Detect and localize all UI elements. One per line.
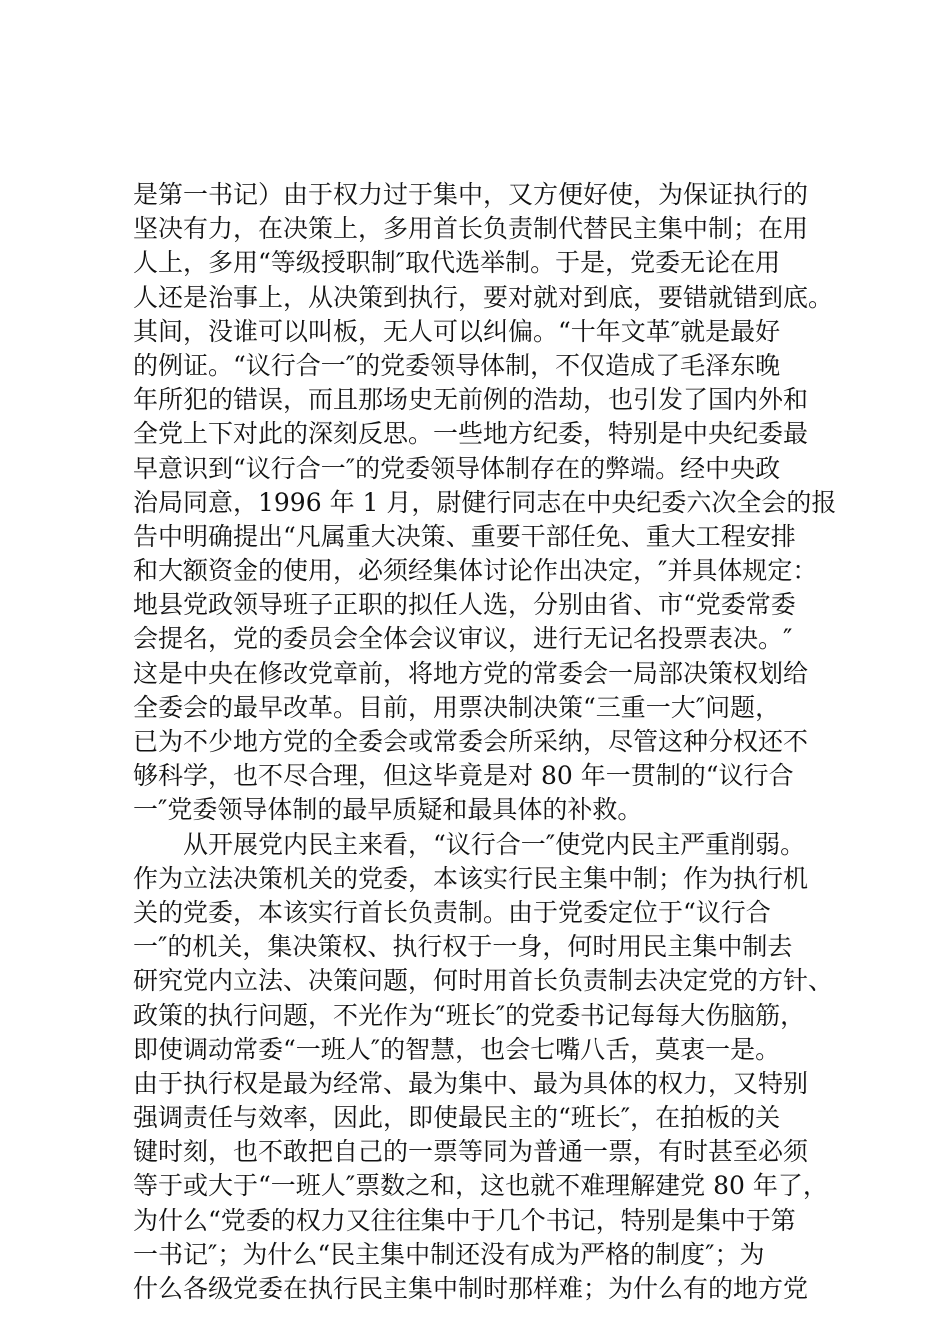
text-line: 为什么“党委的权力又往往集中于几个书记，特别是集中于第 bbox=[133, 1205, 796, 1235]
text-line: 够科学，也不尽合理，但这毕竟是对 80 年一贯制的“议行合 bbox=[133, 761, 794, 791]
text-line: 人还是治事上，从决策到执行，要对就对到底，要错就错到底。 bbox=[133, 282, 834, 312]
paragraph-2 bbox=[133, 828, 833, 1307]
paragraph-1 bbox=[133, 178, 837, 828]
text-line: 全党上下对此的深刻反思。一些地方纪委，特别是中央纪委最 bbox=[133, 419, 809, 449]
text-line: 即使调动常委“一班人″的智慧，也会七嘴八舌，莫衷一是。 bbox=[133, 1034, 781, 1064]
text-line: 由于执行权是最为经常、最为集中、最为具体的权力，又特别 bbox=[133, 1068, 809, 1098]
text-line: 地县党政领导班子正职的拟任人选，分别由省、市“党委常委 bbox=[133, 590, 796, 620]
text-line: 的例证。“议行合一″的党委领导体制，不仅造成了毛泽东晚 bbox=[133, 350, 781, 380]
text-line: 其间，没谁可以叫板，无人可以纠偏。“十年文革″就是最好 bbox=[133, 316, 781, 346]
text-line: 一″的机关，集决策权、执行权于一身，何时用民主集中制去 bbox=[133, 932, 793, 962]
text-line: 什么各级党委在执行民主集中制时那样难；为什么有的地方党 bbox=[133, 1274, 809, 1303]
text-line: 强调责任与效率，因此，即使最民主的“班长″，在拍板的关 bbox=[133, 1103, 781, 1133]
text-line: 告中明确提出“凡属重大决策、重要干部任免、重大工程安排 bbox=[133, 521, 796, 551]
text-line: 早意识到“议行合一″的党委领导体制存在的弊端。经中央政 bbox=[133, 453, 781, 483]
text-line: 键时刻，也不敢把自己的一票等同为普通一票，有时甚至必须 bbox=[133, 1137, 809, 1167]
text-line: 坚决有力，在决策上，多用首长负责制代替民主集中制；在用 bbox=[133, 214, 809, 244]
text-line: 作为立法决策机关的党委，本该实行民主集中制；作为执行机 bbox=[133, 863, 809, 893]
text-line: 这是中央在修改党章前，将地方党的常委会一局部决策权划给 bbox=[133, 658, 809, 688]
text-line: 会提名，党的委员会全体会议审议，进行无记名投票表决。″ bbox=[133, 624, 793, 654]
text-line: 关的党委，本该实行首长负责制。由于党委定位于“议行合 bbox=[133, 897, 771, 927]
text-line: 研究党内立法、决策问题，何时用首长负责制去决定党的方针、 bbox=[133, 966, 834, 996]
text-line: 和大额资金的使用，必须经集体讨论作出决定，″并具体规定： bbox=[133, 556, 818, 586]
text-line: 年所犯的错误，而且那场史无前例的浩劫，也引发了国内外和 bbox=[133, 385, 809, 415]
text-line: 政策的执行问题，不光作为“班长″的党委书记每每大伤脑筋， bbox=[133, 1000, 806, 1030]
text-line: 一书记″；为什么“民主集中制还没有成为严格的制度″；为 bbox=[133, 1239, 765, 1269]
text-line: 已为不少地方党的全委会或常委会所采纳，尽管这种分权还不 bbox=[133, 727, 809, 756]
text-line: 全委会的最早改革。目前，用票决制决策“三重一大″问题， bbox=[133, 692, 781, 722]
body-text bbox=[133, 178, 837, 1306]
text-line: 等于或大于“一班人″票数之和，这也就不难理解建党 80 年了， bbox=[133, 1171, 828, 1201]
text-line: 人上，多用“等级授职制″取代选举制。于是，党委无论在用 bbox=[133, 248, 781, 278]
text-line: 治局同意，1996 年 1 月，尉健行同志在中央纪委六次全会的报 bbox=[133, 487, 837, 517]
text-line: 一″党委领导体制的最早质疑和最具体的补救。 bbox=[133, 795, 643, 825]
text-line: 是第一书记）由于权力过于集中，又方便好使，为保证执行的 bbox=[133, 180, 809, 209]
text-line: 从开展党内民主来看，“议行合一″使党内民主严重削弱。 bbox=[183, 829, 806, 859]
